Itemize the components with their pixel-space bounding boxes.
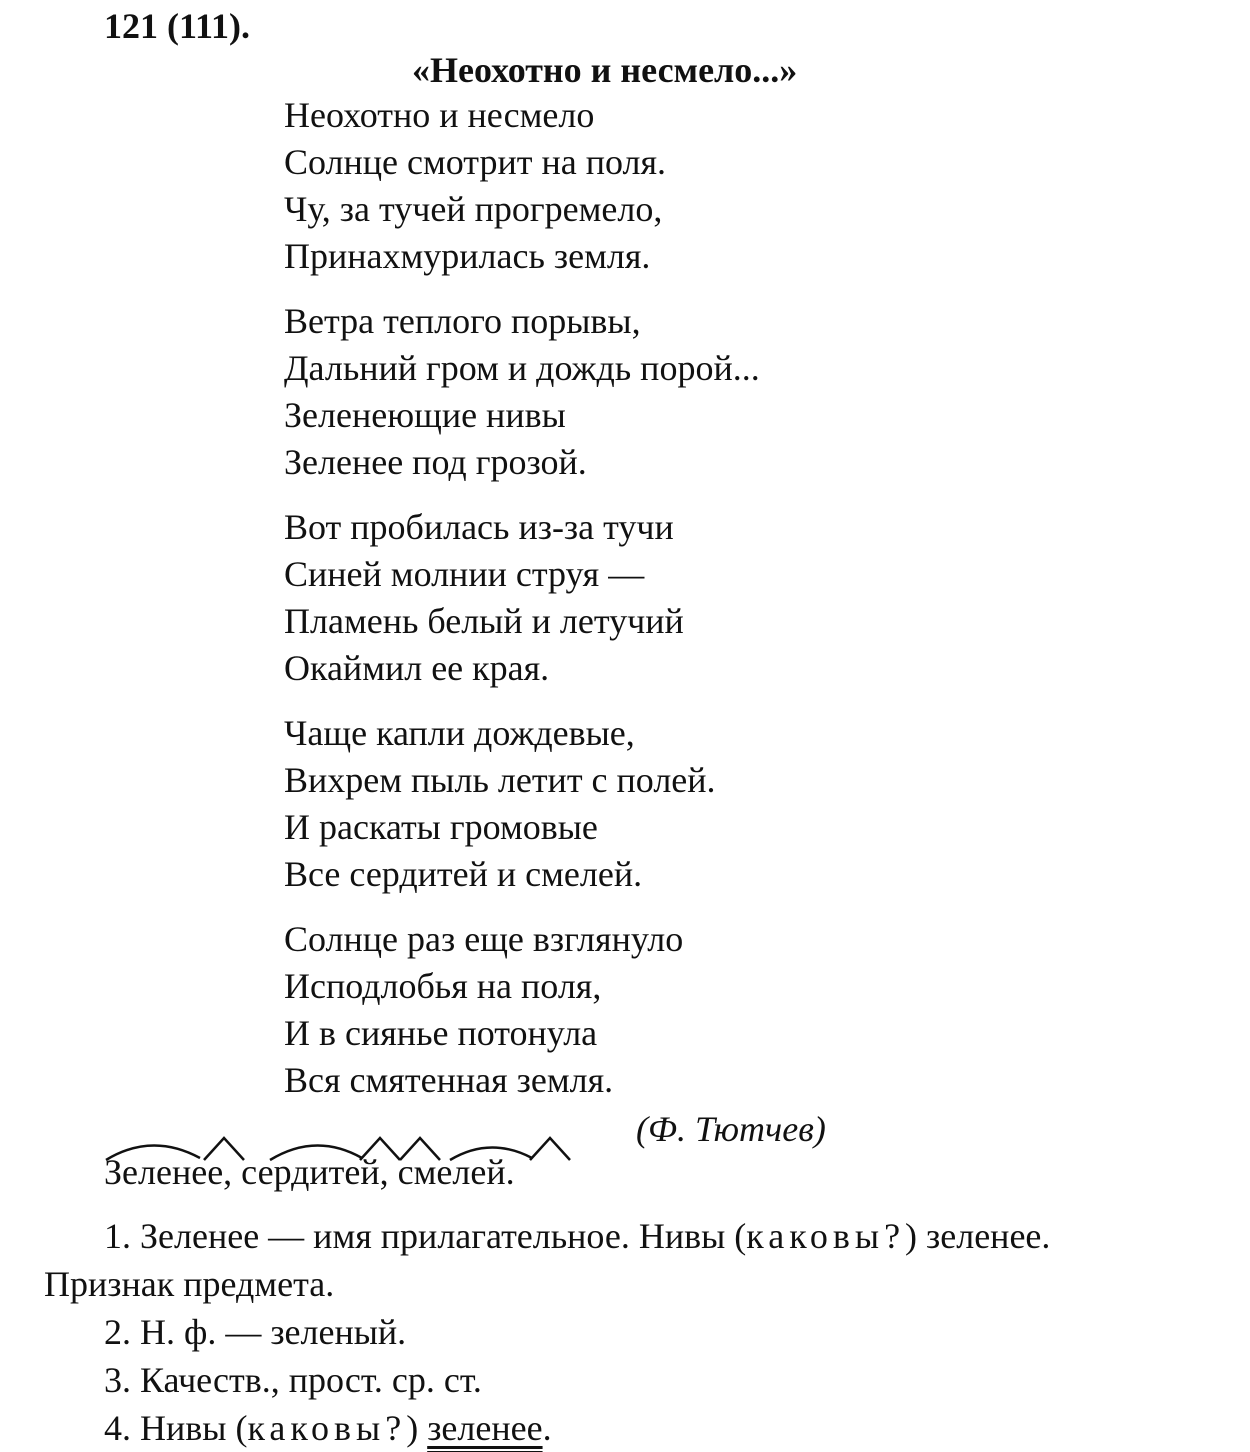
stanza-4 bbox=[284, 710, 1184, 898]
question-text: каковы? bbox=[746, 1216, 906, 1256]
poem-line: Все сердитей и смелей. bbox=[284, 854, 643, 894]
morpheme-words-text: Зеленее, сердитей, смелей. bbox=[104, 1152, 515, 1192]
poem-line: Исподлобья на поля, bbox=[284, 966, 602, 1006]
predicate-word: зеленее bbox=[427, 1408, 543, 1448]
stanza-5 bbox=[284, 916, 1184, 1104]
analysis-text: 1. Зеленее — имя прилагательное. Нивы ( bbox=[104, 1216, 747, 1256]
stanza-1 bbox=[284, 92, 1184, 280]
analysis-item-4 bbox=[44, 1404, 1234, 1452]
poem-line: Солнце смотрит на поля. bbox=[284, 142, 667, 182]
poem-line: Дальний гром и дождь порой... bbox=[284, 348, 760, 388]
poem-line: Синей молнии струя — bbox=[284, 554, 645, 594]
analysis-item-2: 2. Н. ф. — зеленый. bbox=[104, 1312, 407, 1352]
stanza-3 bbox=[284, 504, 1184, 692]
poem-title: «Неохотно и несмело...» bbox=[412, 50, 798, 90]
poem-line: Вся смятенная земля. bbox=[284, 1060, 614, 1100]
poem-line: Чу, за тучей прогремело, bbox=[284, 189, 663, 229]
poem-line: Вихрем пыль летит с полей. bbox=[284, 760, 716, 800]
analysis-item-1 bbox=[44, 1212, 1234, 1260]
analysis-item-3: 3. Качеств., прост. ср. ст. bbox=[104, 1360, 482, 1400]
poem-line: Окаймил ее края. bbox=[284, 648, 550, 688]
poem-line: Принахмурилась земля. bbox=[284, 236, 651, 276]
morpheme-words bbox=[104, 1134, 704, 1194]
morphological-analysis bbox=[44, 1212, 1234, 1452]
poem-line: Зеленее под грозой. bbox=[284, 442, 587, 482]
poem-line: Вот пробилась из-за тучи bbox=[284, 507, 674, 547]
question-text: каковы? bbox=[247, 1408, 407, 1448]
analysis-item-1-continuation: Признак предмета. bbox=[44, 1264, 335, 1304]
poem-author: (Ф. Тютчев) bbox=[636, 1109, 826, 1149]
poem bbox=[284, 92, 1184, 1122]
poem-line: Неохотно и несмело bbox=[284, 95, 595, 135]
poem-line: Ветра теплого порывы, bbox=[284, 301, 641, 341]
poem-line: Зеленеющие нивы bbox=[284, 395, 566, 435]
stanza-2 bbox=[284, 298, 1184, 486]
poem-line: Пламень белый и летучий bbox=[284, 601, 684, 641]
poem-line: Чаще капли дождевые, bbox=[284, 713, 635, 753]
analysis-text: ) зеленее. bbox=[905, 1216, 1051, 1256]
poem-line: И в сиянье потонула bbox=[284, 1013, 598, 1053]
analysis-text: 4. Нивы ( bbox=[104, 1408, 248, 1448]
poem-line: Солнце раз еще взглянуло bbox=[284, 919, 684, 959]
poem-line: И раскаты громовые bbox=[284, 807, 598, 847]
analysis-text: . bbox=[542, 1408, 552, 1448]
analysis-text: ) bbox=[406, 1408, 428, 1448]
exercise-number: 121 (111). bbox=[104, 6, 251, 46]
suffix-mark bbox=[530, 1138, 570, 1160]
